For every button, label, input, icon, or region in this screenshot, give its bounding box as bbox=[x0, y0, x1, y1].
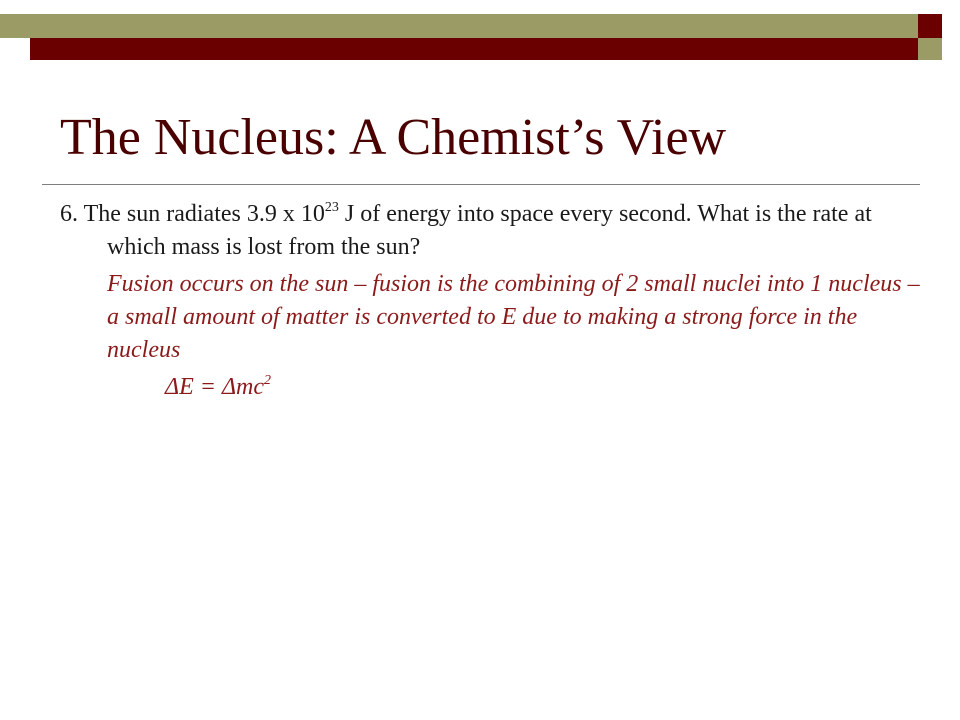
equation-exponent: 2 bbox=[264, 373, 272, 388]
answer-text: Fusion occurs on the sun – fusion is the combining of 2 small nuclei into 1 nucleus – a small amount of matter is converted to E due to making a strong force in the nucleus bbox=[107, 271, 920, 363]
header-corner-maroon bbox=[918, 14, 942, 38]
header-band-maroon bbox=[30, 38, 918, 60]
title-divider bbox=[42, 184, 920, 185]
question-text bbox=[60, 198, 920, 264]
slide-body bbox=[60, 198, 920, 404]
equation bbox=[165, 371, 920, 404]
equation-base: ΔE = Δmc bbox=[165, 374, 265, 400]
header-band-olive bbox=[0, 14, 918, 38]
slide-title: The Nucleus: A Chemist’s View bbox=[60, 109, 727, 166]
question-exponent: 23 bbox=[324, 200, 339, 215]
question-part-a: The sun radiates 3.9 x 10 bbox=[83, 201, 325, 227]
question-part-b: J of energy into space every second. What is the rate at which mass is lost from the sun? bbox=[107, 201, 872, 260]
question-number: 6. bbox=[60, 201, 78, 227]
header-corner-olive bbox=[918, 38, 942, 60]
